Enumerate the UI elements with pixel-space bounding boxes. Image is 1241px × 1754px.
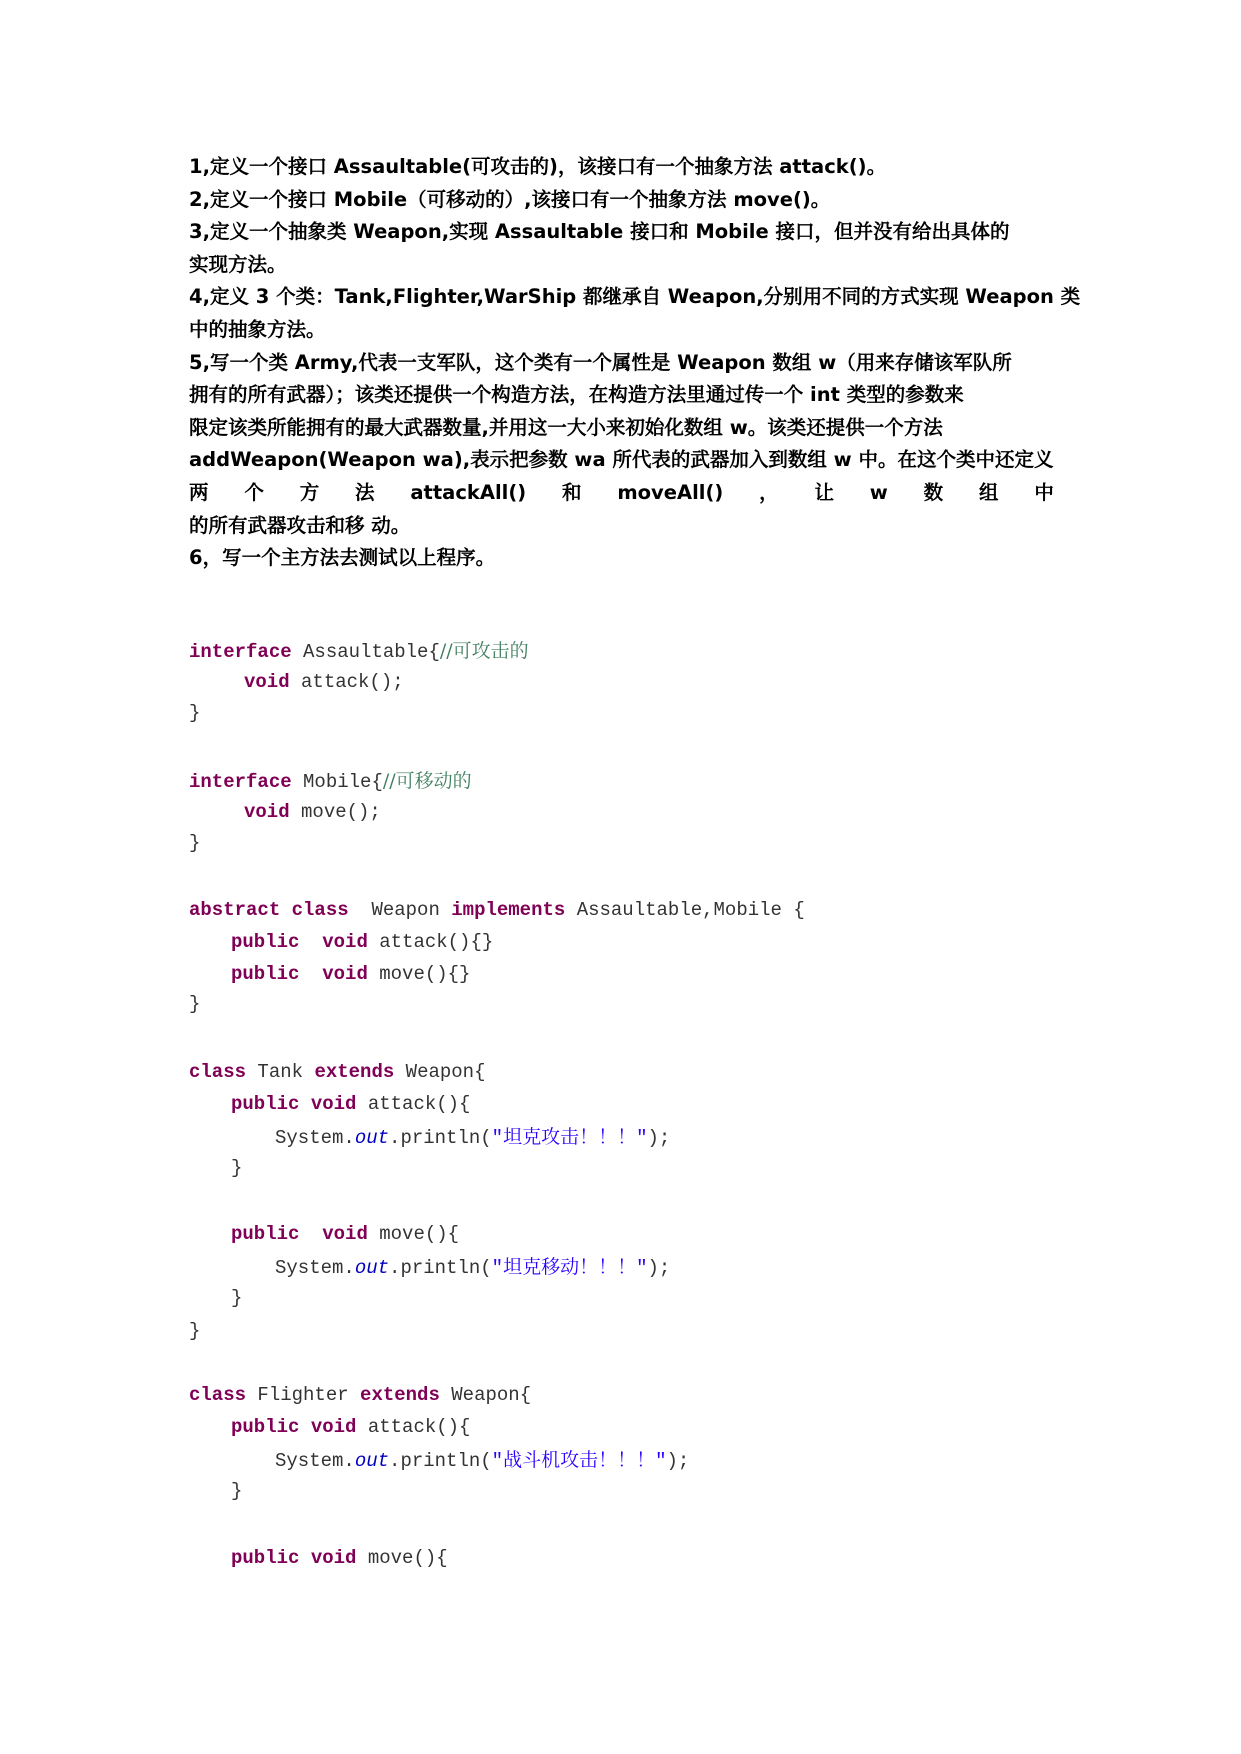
instruction-line: addWeapon(Weapon wa),表示把参数 wa 所代表的武器加入到数组 w 中。在这个类中还定义	[189, 448, 1054, 472]
assignment-instructions	[189, 151, 1081, 575]
code-line	[231, 1155, 242, 1181]
code-comment: //可攻击的	[439, 640, 529, 662]
instruction-word: 法	[355, 480, 375, 504]
keyword: public	[231, 1223, 300, 1245]
code-text: );	[666, 1450, 690, 1472]
keyword: void	[322, 931, 368, 953]
code-text: attack();	[289, 671, 404, 693]
instruction-word: moveAll()	[617, 480, 724, 504]
code-text: attack(){	[356, 1093, 471, 1115]
code-text: }	[231, 1480, 243, 1502]
code-line	[244, 799, 381, 825]
code-line	[231, 1091, 470, 1117]
code-text: }	[189, 993, 201, 1015]
instruction-line: 6，写一个主方法去测试以上程序。	[189, 546, 496, 570]
code-text: move(){}	[367, 963, 471, 985]
instruction-word: 让	[814, 480, 834, 504]
instruction-line: 拥有的所有武器）；该类还提供一个构造方法，在构造方法里通过传一个 int 类型的参数来	[189, 383, 964, 407]
code-line	[231, 929, 493, 955]
keyword: interface	[189, 641, 292, 663]
instruction-line: 实现方法。	[189, 252, 287, 276]
code-line	[189, 638, 529, 664]
instruction-line: 限定该类所能拥有的最大武器数量,并用这一大小来初始化数组 w。该类还提供一个方法	[189, 415, 943, 439]
keyword: void	[322, 1223, 368, 1245]
code-line	[231, 1221, 459, 1247]
code-text: attack(){	[356, 1416, 471, 1438]
code-text: );	[647, 1257, 671, 1279]
code-line	[189, 830, 200, 856]
code-text: move(){	[356, 1547, 448, 1569]
instruction-word: attackAll()	[410, 480, 527, 504]
code-text: Mobile{	[291, 771, 383, 793]
keyword: class	[291, 899, 349, 921]
instruction-line: 2,定义一个接口 Mobile（可移动的）,该接口有一个抽象方法 move()。	[189, 187, 831, 211]
keyword: public	[231, 931, 300, 953]
code-string: "战斗机攻击！！！"	[491, 1450, 667, 1472]
instruction-word: w	[869, 480, 888, 504]
code-string: "坦克攻击！！！"	[491, 1127, 648, 1149]
instruction-word: 数	[923, 480, 944, 504]
instruction-word: 方	[299, 480, 320, 504]
code-text: }	[231, 1287, 243, 1309]
code-text: Weapon	[348, 899, 452, 921]
keyword: class	[189, 1384, 247, 1406]
code-line	[231, 1285, 242, 1311]
code-field: out	[354, 1450, 390, 1472]
code-text: Tank	[246, 1061, 315, 1083]
code-line	[231, 1478, 242, 1504]
keyword: void	[244, 671, 290, 693]
instruction-line: 中的抽象方法。	[189, 317, 326, 341]
instruction-word: ，	[759, 480, 779, 504]
instruction-word: 组	[978, 480, 999, 504]
keyword: void	[322, 963, 368, 985]
keyword: public	[231, 1547, 300, 1569]
code-text: Assaultable{	[291, 641, 440, 663]
code-text: .println(	[389, 1450, 492, 1472]
keyword: class	[189, 1061, 247, 1083]
keyword: abstract	[189, 899, 281, 921]
code-field: out	[354, 1257, 390, 1279]
code-text: );	[647, 1127, 671, 1149]
instruction-line: 3,定义一个抽象类 Weapon,实现 Assaultable 接口和 Mobile 接口，但并没有给出具体的	[189, 220, 1010, 244]
code-text: }	[231, 1157, 243, 1179]
code-text: .println(	[389, 1127, 492, 1149]
keyword: extends	[360, 1384, 440, 1406]
code-comment: //可移动的	[382, 770, 472, 792]
code-line	[275, 1448, 689, 1474]
code-line	[231, 1545, 448, 1571]
code-text: attack(){}	[367, 931, 494, 953]
instruction-line: 的所有武器攻击和移 动。	[189, 513, 411, 537]
code-text: Assaultable,Mobile {	[565, 899, 805, 921]
keyword: public	[231, 963, 300, 985]
code-text: move();	[289, 801, 381, 823]
keyword: void	[244, 801, 290, 823]
code-line	[189, 700, 200, 726]
keyword: interface	[189, 771, 292, 793]
code-line	[189, 1318, 200, 1344]
code-text: .println(	[389, 1257, 492, 1279]
instruction-word: 个	[244, 480, 264, 504]
instruction-line: 1,定义一个接口 Assaultable(可攻击的)，该接口有一个抽象方法 attack()。	[189, 155, 887, 178]
keyword: void	[310, 1093, 357, 1115]
code-line	[189, 1382, 531, 1408]
keyword: public	[231, 1416, 300, 1438]
code-field: out	[354, 1127, 390, 1149]
instruction-word: 中	[1034, 480, 1054, 504]
code-line	[244, 669, 404, 695]
code-text: Weapon{	[439, 1384, 532, 1406]
code-line	[231, 961, 470, 987]
keyword: extends	[314, 1061, 395, 1083]
code-text: Weapon{	[394, 1061, 486, 1083]
code-line	[189, 991, 200, 1017]
instruction-line: 5,写一个类 Army,代表一支军队，这个类有一个属性是 Weapon 数组 w（用来存储该军队所	[189, 350, 1012, 374]
code-line	[275, 1255, 670, 1281]
code-text: System.	[275, 1450, 355, 1472]
code-text: }	[189, 1320, 201, 1342]
instruction-line: 4,定义 3 个类：Tank,Flighter,WarShip 都继承自 Weapon,分别用不同的方式实现 Weapon 类	[189, 285, 1081, 309]
instruction-line-justified	[189, 477, 1054, 510]
code-string: "坦克移动！！！"	[491, 1257, 648, 1279]
keyword: public	[231, 1093, 300, 1115]
code-line	[189, 768, 472, 794]
keyword: void	[310, 1547, 357, 1569]
instruction-word: 两	[189, 480, 209, 504]
code-line	[189, 1059, 485, 1085]
code-line	[275, 1125, 670, 1151]
keyword: void	[310, 1416, 357, 1438]
code-line	[189, 897, 805, 923]
code-text: Flighter	[246, 1384, 361, 1406]
instruction-word: 和	[561, 480, 582, 504]
code-text: }	[189, 832, 201, 854]
keyword: implements	[451, 899, 566, 921]
code-text: move(){	[367, 1223, 460, 1245]
code-text: }	[189, 702, 201, 724]
code-text: System.	[275, 1127, 355, 1149]
code-line	[231, 1414, 470, 1440]
code-text: System.	[275, 1257, 355, 1279]
